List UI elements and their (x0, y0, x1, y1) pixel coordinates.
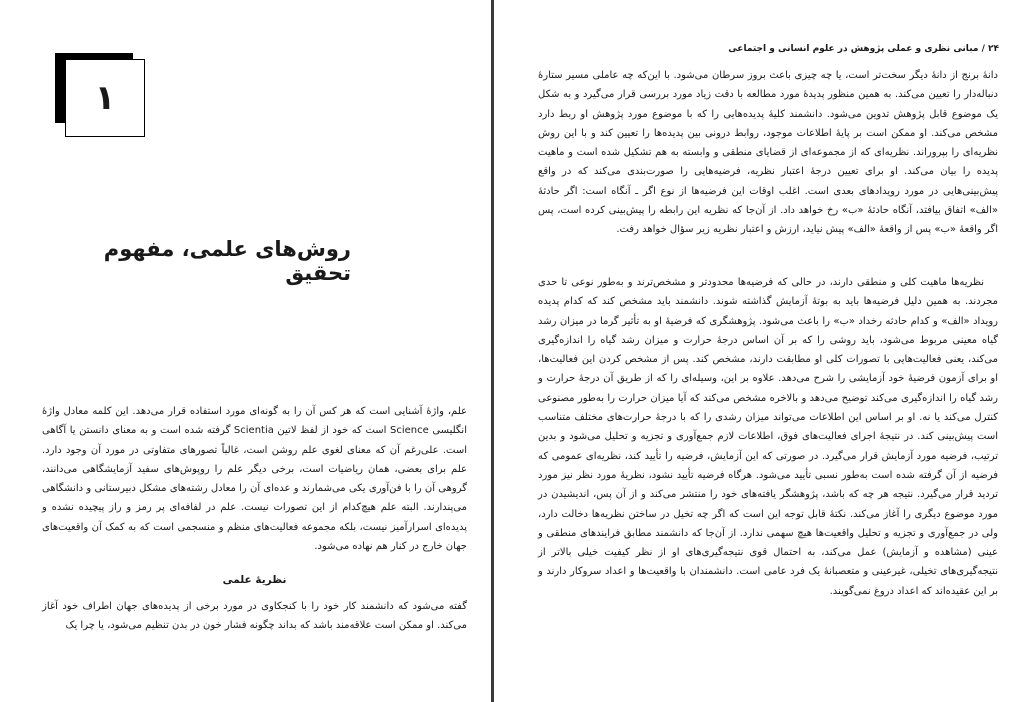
chapter-title: روش‌های علمی، مفهوم تحقیق (103, 237, 351, 285)
running-header: ۲۴ / مبانی نظری و عملی پژوهش در علوم انسانی و اجتماعی (728, 44, 999, 54)
body-paragraph: گفته می‌شود که دانشمند کار خود را با کنجکاوی در مورد برخی از پدیده‌های جهان اطراف خود آغاز می‌کند. او ممکن است علاقه‌مند باشد که بداند چگونه فشار خون در بدن تنظیم می‌شود، یا چرا یک (42, 601, 467, 632)
chapter-number-box (55, 53, 145, 138)
left-page (0, 0, 491, 702)
intro-paragraph: علم، واژهٔ آشنایی است که هر کس آن را به گونه‌ای مورد استفاده قرار می‌دهد. این کلمه معادل واژهٔ انگلیسی Science است که خود از لفظ لاتین Scientia گرفته شده است و به معنای دانستن یا آگاهی است. علی‌رغم آن که معنای لغوی علم روشن است، غالباً تصورهای متفاوتی در مورد آن وجود دارد. علم برای بعضی، همان ریاضیات است، برخی دیگر علم را روپوش‌های سفید آزمایشگاهی می‌دانند، گروهی آن را با فن‌آوری یکی می‌شمارند و عده‌ای آن را معادل رشته‌های مشکل دبیرستانی و دانشگاهی می‌پندارند. البته علم هیچ‌کدام از این تصورات نیست. علم در لفافه‌ای پر رمز و راز پیچیده نشده و پدیده‌ای اسرارآمیز نیست، بلکه مجموعه فعالیت‌های منظم و منسجمی است که به کمک آن واقعیت‌های جهان خارج در کنار هم نهاده می‌شود. (42, 406, 467, 553)
right-page (494, 0, 1024, 702)
section-subheading: نظریهٔ علمی (222, 574, 287, 586)
body-paragraph: نظریه‌ها ماهیت کلی و منطقی دارند، در حالی که فرضیه‌ها محدودتر و مشخص‌ترند و به‌طور نوعی تا حدی مجردند. به همین دلیل فرضیه‌ها باید به بوتهٔ آزمایش گذاشته شوند. دانشمند باید مشخص کند که کدام پدیده رویداد «الف» و کدام حادثه رخداد «ب» را باعث می‌شود. پژوهشگری که فرضیهٔ او به تأثیر گرما در میزان رشد گیاه معینی مربوط می‌شود، باید روشی را که بر آن اساس درجهٔ حرارت و میزان رشد گیاه را اندازه‌گیری می‌کند، یعنی فعالیت‌هایی با تصورات کلی او مطابقت دارند، مشخص کند. پس از مشخص کردن این فعالیت‌ها، او برای آزمون فرضیهٔ خود آزمایشی را شرح می‌دهد. علاوه بر این، وسیله‌ای را که از طریق آن درجهٔ حرارت و رشد گیاه را اندازه‌گیری می‌کند توضیح می‌دهد و بالاخره مشخص می‌کند که آیا میزان حرارت را به‌طور مصنوعی کنترل می‌کند یا نه. او بر اساس این اطلاعات می‌تواند میزان رشدی را که با درجهٔ حرارت‌های مختلف متناسب است پیش‌بینی کند. در نتیجهٔ اجرای فعالیت‌های فوق، اطلاعات لازم جمع‌آوری و تجزیه و تحلیل می‌شود و بدین ترتیب، فرضیه مورد آزمایش قرار می‌گیرد. در صورتی که این آزمایش، فرضیه را تأیید کند، نظریه‌ای عمومی که فرضیه از آن گرفته شده است به‌طور نسبی تأیید می‌شود. هرگاه فرضیه تأیید نشود، نظریهٔ مورد نظر نیز مورد تردید قرار می‌گیرد. نتیجه هر چه که باشد، پژوهشگر یافته‌های خود را منتشر می‌کند و از آن پس، اندیشیدن در مورد موضوع دیگری را آغاز می‌کند. نکتهٔ قابل توجه این است که اگر چه تخیل در ساختن نظریه‌ها دخالت دارد، ولی در جمع‌آوری و تجزیه و تحلیل واقعیت‌ها هیچ سهمی ندارد. از آن‌جا که دانشمند مطابق فرایندهای منطقی و عینی (مشاهده و آزمایش) عمل می‌کند، به احتمال قوی نتیجه‌گیری‌های او از نظر کیفیت خیلی بالاتر از نتیجه‌گیری‌های تخیلی، غیرعینی و متعصبانهٔ یک فرد عامی است. دانشمندان با واقعیت‌ها و اعداد سروکار دارند و بر این عقیده‌اند که اعداد دروغ نمی‌گویند. (538, 277, 998, 597)
chapter-number: ۱ (65, 59, 145, 137)
body-paragraph-continued: دانهٔ برنج از دانهٔ دیگر سخت‌تر است، یا چه چیزی باعث بروز سرطان می‌شود. با این‌که چه عاملی مسیر ستارهٔ دنباله‌دار را تعیین می‌کند. به همین منظور پدیدهٔ مورد مطالعه با دقت زیاد مورد بررسی قرار می‌گیرد و به شکل یک موضوع قابل پژوهش تدوین می‌شود. دانشمند کلیهٔ پدیده‌هایی را که با موضوع مورد پژوهش او ربط دارد مشخص می‌کند. او ممکن است بر پایهٔ اطلاعات موجود، روابط درونی بین پدیده‌ها را تعیین کند و با این روش نظریه‌ای را بپروراند. نظریه‌ای که از مجموعه‌ای از قضایای منطقی و وابسته به هم تشکیل شده است و ماهیت پدیده را بیان می‌کند. او برای تعیین درجهٔ اعتبار نظریه، فرضیه‌هایی را صورت‌بندی می‌کند که در واقع پیش‌بینی‌هایی در مورد رویدادهای بعدی است. اغلب اوقات این فرضیه‌ها از نوع اگر ـ آنگاه است: اگر حادثهٔ «الف» اتفاق بیافتد، آنگاه حادثهٔ «ب» رخ خواهد داد. از آن‌جا که نظریه این رابطه را پیش‌بینی کرده است، پس اگر واقعهٔ «ب» پس از واقعهٔ «الف» پیش نیاید، ارزش و اعتبار نظریه زیر سؤال خواهد رفت. (538, 70, 998, 236)
